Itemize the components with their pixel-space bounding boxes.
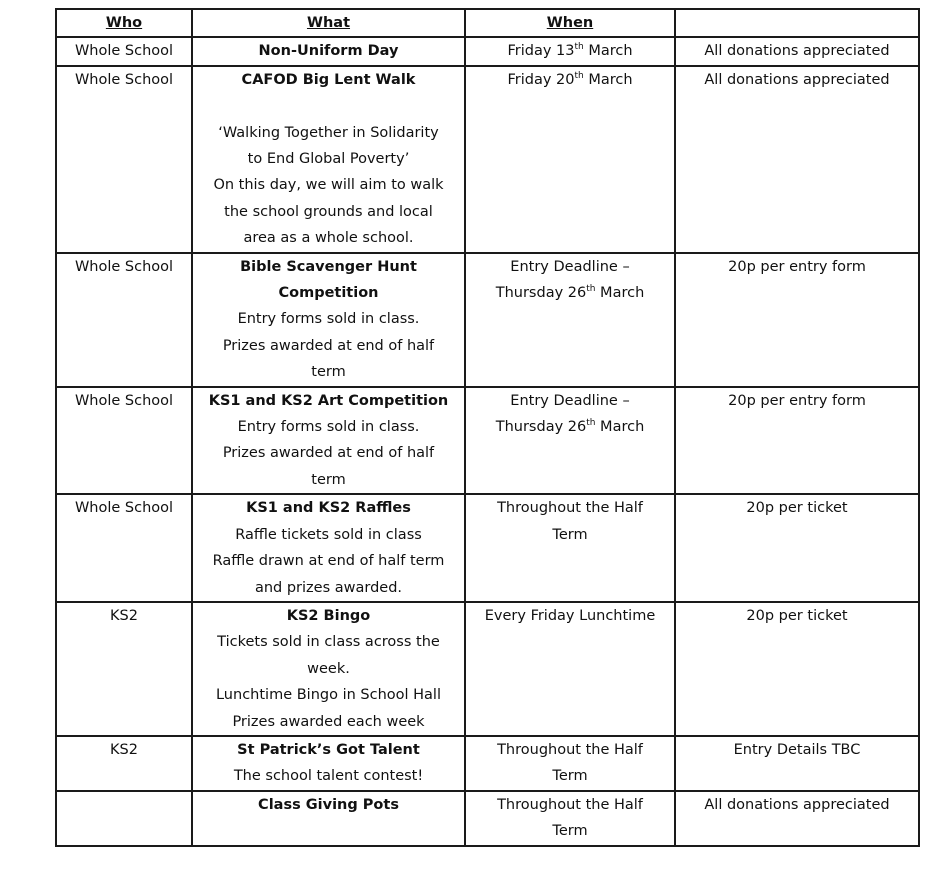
event-date: Friday 20th March <box>507 70 633 88</box>
event-when-label: Term <box>552 823 588 840</box>
event-detail: term <box>311 471 346 488</box>
who-cell: Whole School <box>56 253 192 387</box>
event-detail: Lunchtime Bingo in School Hall <box>215 687 441 704</box>
event-title: Bible Scavenger Hunt <box>240 258 417 275</box>
table-row <box>56 602 919 736</box>
cost-cell: 20p per ticket <box>675 494 919 602</box>
event-when-label: Term <box>552 526 588 543</box>
what-cell <box>192 66 465 253</box>
who-cell: Whole School <box>56 494 192 602</box>
event-when-label: Throughout the Half <box>497 796 643 813</box>
event-date: Thursday 26th March <box>495 284 645 302</box>
what-cell <box>192 791 465 846</box>
event-detail: Prizes awarded each week <box>232 713 425 730</box>
event-detail: term <box>311 364 346 381</box>
event-detail: Entry forms sold in class. <box>237 311 420 328</box>
table-row <box>56 37 919 65</box>
event-detail: Entry forms sold in class. <box>237 419 420 436</box>
header-row <box>56 9 919 37</box>
event-title: KS1 and KS2 Raffles <box>246 500 411 517</box>
event-detail: ‘Walking Together in Solidarity <box>218 124 439 141</box>
event-title: Competition <box>278 285 379 302</box>
event-detail: Raffle tickets sold in class <box>235 526 422 543</box>
event-detail: Prizes awarded at end of half <box>222 445 435 462</box>
event-when-label: Entry Deadline – <box>510 392 630 409</box>
table-row <box>56 387 919 495</box>
what-cell <box>192 736 465 791</box>
event-detail: The school talent contest! <box>233 768 424 785</box>
who-cell <box>56 791 192 846</box>
event-detail: On this day, we will aim to walk <box>213 177 444 194</box>
event-when-label: Throughout the Half <box>497 500 643 517</box>
who-cell: Whole School <box>56 66 192 253</box>
who-cell: KS2 <box>56 736 192 791</box>
when-cell <box>465 66 675 253</box>
who-cell: Whole School <box>56 37 192 65</box>
cost-cell: All donations appreciated <box>675 791 919 846</box>
header-who: Who <box>56 9 192 37</box>
when-cell <box>465 494 675 602</box>
cost-cell: Entry Details TBC <box>675 736 919 791</box>
table-row <box>56 253 919 387</box>
table-row <box>56 66 919 253</box>
what-cell <box>192 253 465 387</box>
what-cell <box>192 602 465 736</box>
event-when-label: Throughout the Half <box>497 741 643 758</box>
event-detail: Raffle drawn at end of half term <box>212 553 445 570</box>
event-when-label: Every Friday Lunchtime <box>484 607 656 624</box>
event-date: Friday 13th March <box>507 42 633 60</box>
when-cell <box>465 602 675 736</box>
event-title: Non-Uniform Day <box>258 43 399 60</box>
who-cell: KS2 <box>56 602 192 736</box>
who-cell: Whole School <box>56 387 192 495</box>
when-cell <box>465 253 675 387</box>
header-cost <box>675 9 919 37</box>
what-cell <box>192 494 465 602</box>
when-cell <box>465 387 675 495</box>
event-detail: area as a whole school. <box>243 230 414 247</box>
cost-cell: 20p per ticket <box>675 602 919 736</box>
event-title: St Patrick’s Got Talent <box>237 741 420 758</box>
event-when-label: Entry Deadline – <box>510 258 630 275</box>
event-detail: week. <box>307 660 350 677</box>
header-when: When <box>465 9 675 37</box>
event-detail: Tickets sold in class across the <box>217 634 440 651</box>
table-row <box>56 494 919 602</box>
event-detail: and prizes awarded. <box>254 579 403 596</box>
cost-cell: 20p per entry form <box>675 387 919 495</box>
fundraising-events-table <box>55 8 920 847</box>
event-detail: Prizes awarded at end of half <box>222 337 435 354</box>
when-cell <box>465 736 675 791</box>
cost-cell: All donations appreciated <box>675 37 919 65</box>
event-title: KS2 Bingo <box>286 607 371 624</box>
when-cell <box>465 791 675 846</box>
cost-cell: All donations appreciated <box>675 66 919 253</box>
when-cell <box>465 37 675 65</box>
what-cell <box>192 387 465 495</box>
what-cell <box>192 37 465 65</box>
event-detail: the school grounds and local <box>224 203 433 220</box>
header-what: What <box>192 9 465 37</box>
event-title: KS1 and KS2 Art Competition <box>208 392 449 409</box>
event-when-label: Term <box>552 768 588 785</box>
event-title: CAFOD Big Lent Walk <box>241 71 416 88</box>
event-title: Class Giving Pots <box>258 796 399 813</box>
event-date: Thursday 26th March <box>495 418 645 436</box>
event-detail: to End Global Poverty’ <box>247 151 410 168</box>
table-row <box>56 736 919 791</box>
cost-cell: 20p per entry form <box>675 253 919 387</box>
table-row <box>56 791 919 846</box>
